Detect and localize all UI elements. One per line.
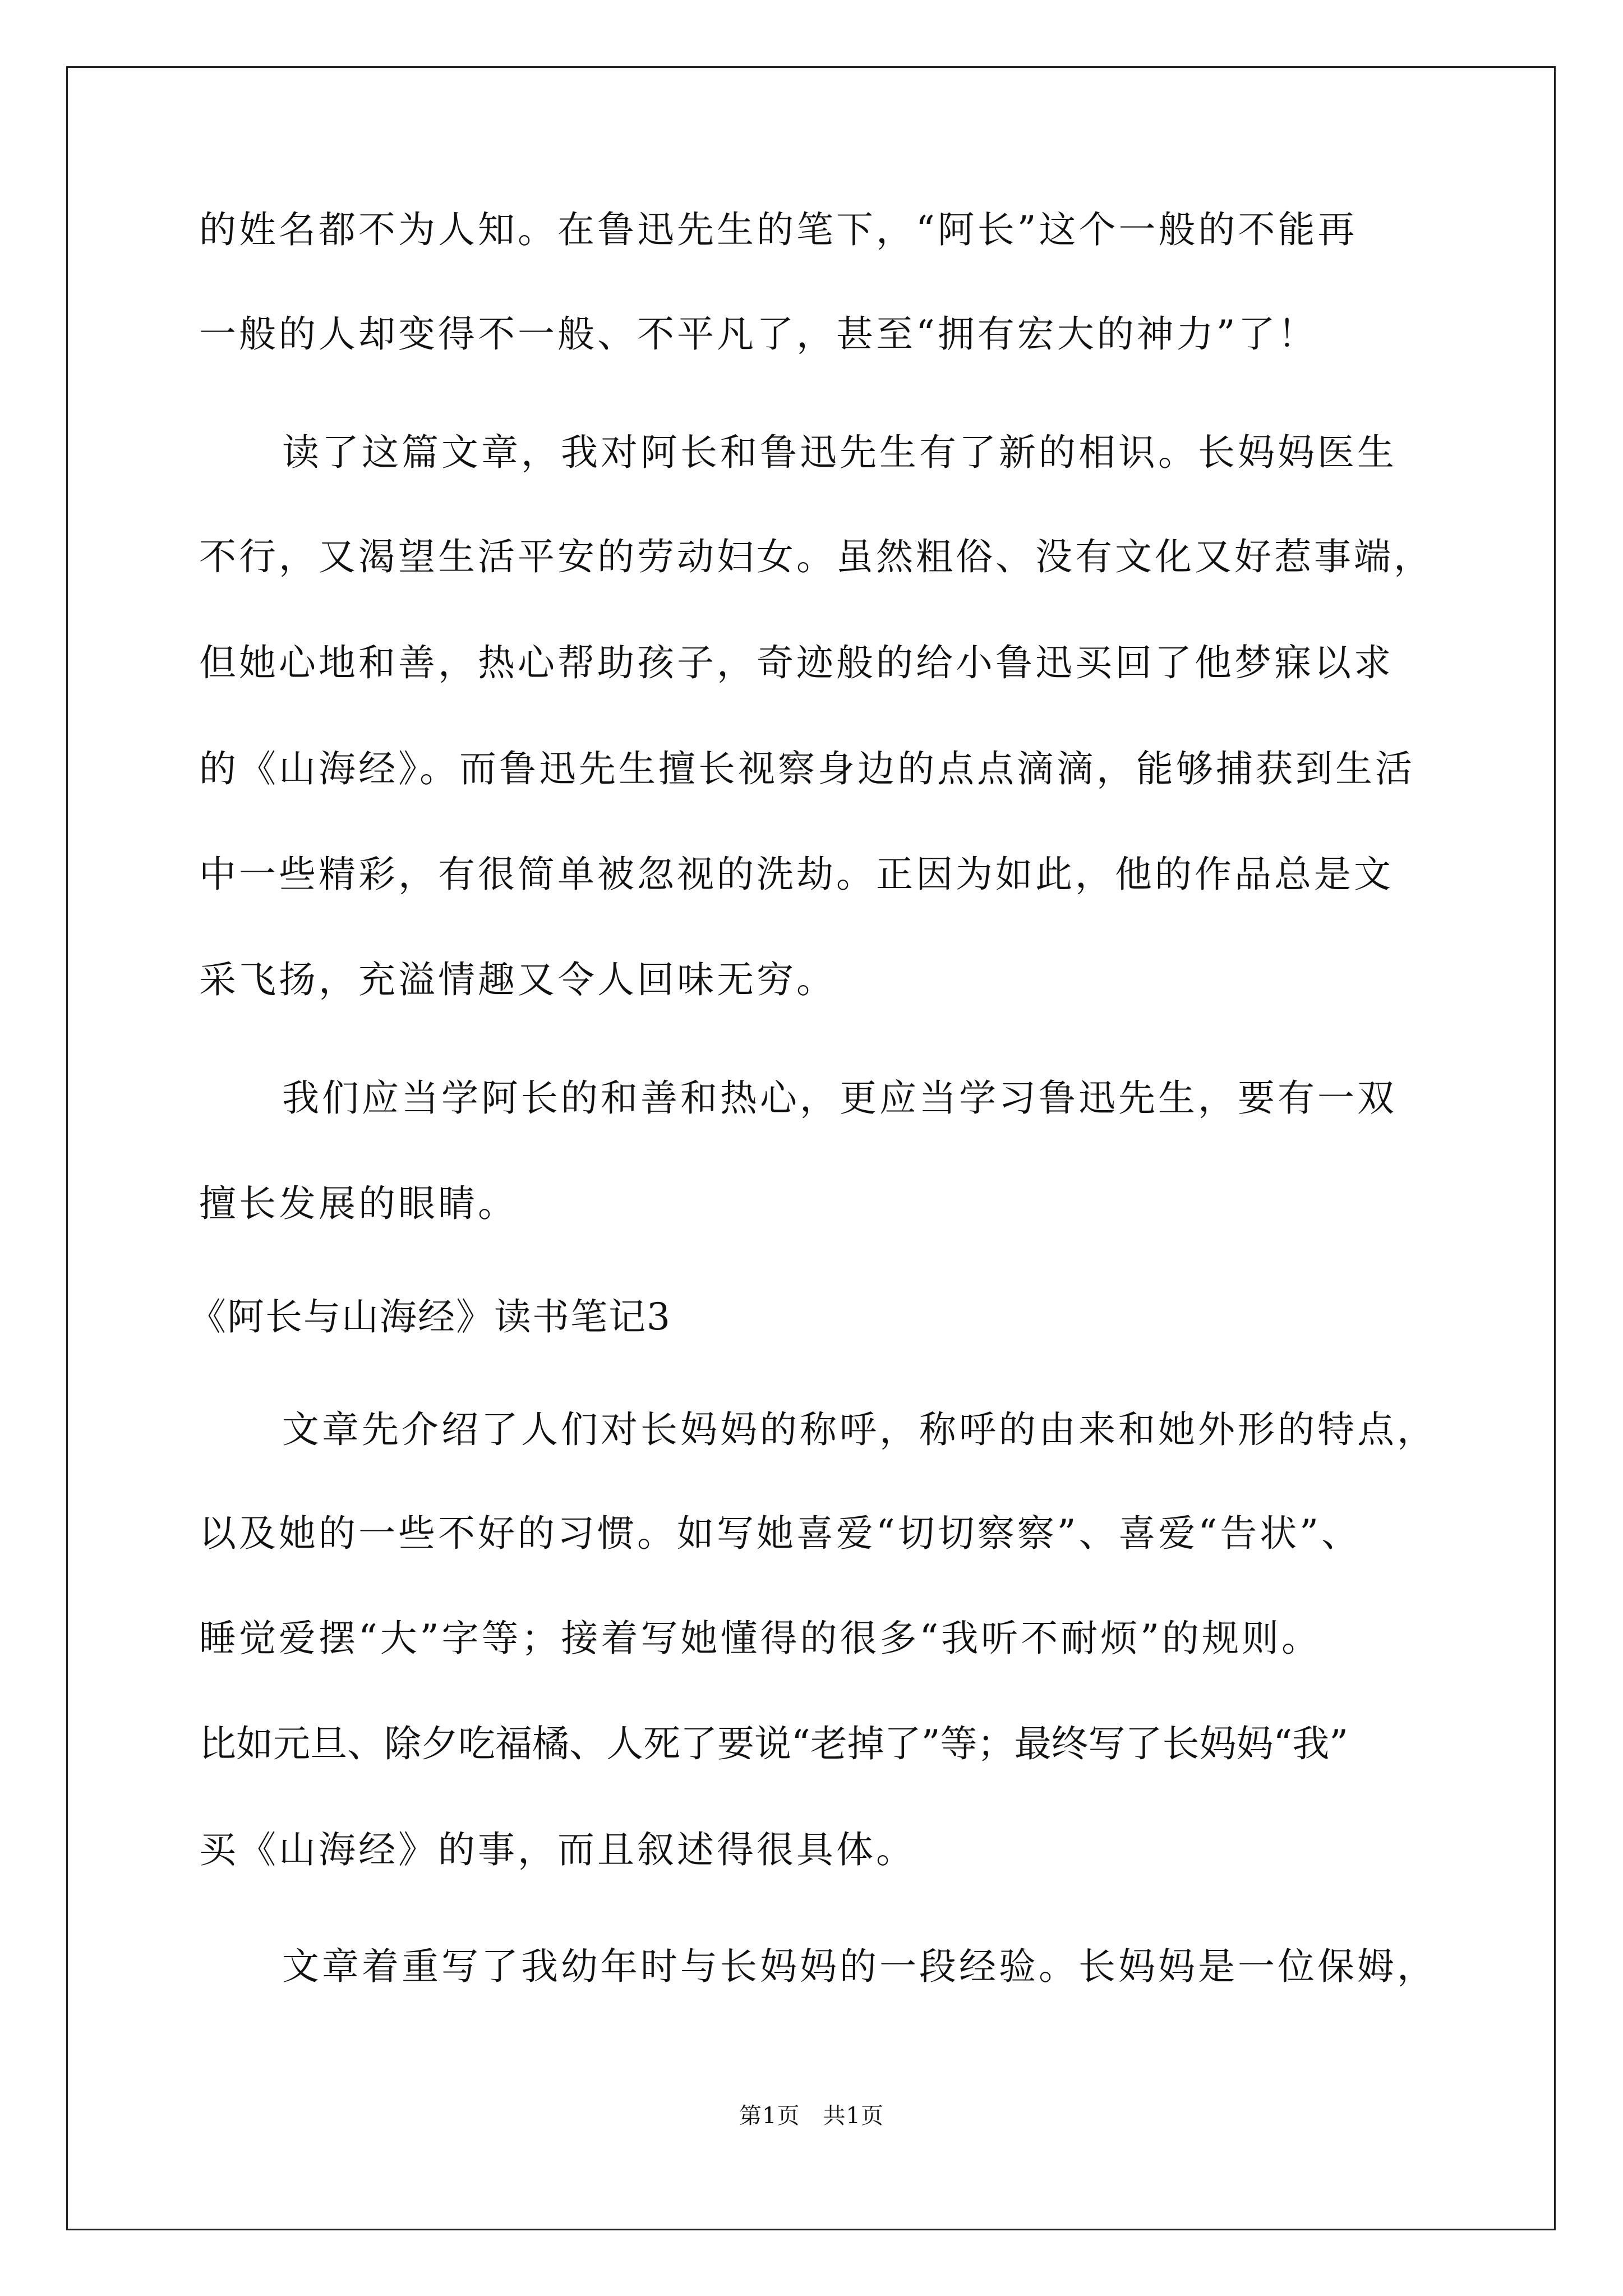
section-heading: 《阿长与山海经》读书笔记3 [189, 1295, 671, 1338]
paragraph-start-line: 我们应当学阿长的和善和热心，更应当学习鲁迅先生，要有一双 [282, 1076, 1397, 1120]
text-line: 不行，又渴望生活平安的劳动妇女。虽然粗俗、没有文化又好惹事端， [199, 535, 1433, 578]
text-line: 擅长发展的眼睛。 [199, 1182, 518, 1225]
text-line: 比如元旦、除夕吃福橘、人死了要说“老掉了”等；最终写了长妈妈“我” [199, 1722, 1348, 1765]
paragraph-start-line: 文章先介绍了人们对长妈妈的称呼，称呼的由来和她外形的特点， [282, 1408, 1437, 1451]
text-line: 以及她的一些不好的习惯。如写她喜爱“切切察察”、喜爱“告状”、 [199, 1512, 1361, 1555]
text-line: 买《山海经》的事，而且叙述得很具体。 [199, 1828, 916, 1871]
text-line: 中一些精彩，有很简单被忽视的洗劫。正因为如此，他的作品总是文 [199, 853, 1394, 896]
paragraph-start-line: 读了这篇文章，我对阿长和鲁迅先生有了新的相识。长妈妈医生 [282, 431, 1397, 474]
text-line: 睡觉爱摆“大”字等；接着写她懂得的很多“我听不耐烦”的规则。 [199, 1617, 1321, 1660]
paragraph-start-line: 文章着重写了我幼年时与长妈妈的一段经验。长妈妈是一位保姆， [282, 1945, 1437, 1988]
page-border [66, 66, 1556, 2230]
text-line: 采飞扬，充溢情趣又令人回味无穷。 [199, 958, 836, 1001]
text-line: 的《山海经》。而鲁迅先生擅长视察身边的点点滴滴，能够捕获到生活 [199, 747, 1415, 790]
text-line: 一般的人却变得不一般、不平凡了，甚至“拥有宏大的神力”了！ [199, 312, 1318, 356]
page-footer: 第1页 共1页 [739, 2103, 884, 2129]
text-line: 但她心地和善，热心帮助孩子，奇迹般的给小鲁迅买回了他梦寐以求 [199, 641, 1394, 684]
text-line: 的姓名都不为人知。在鲁迅先生的笔下，“阿长”这个一般的不能再 [199, 208, 1358, 251]
